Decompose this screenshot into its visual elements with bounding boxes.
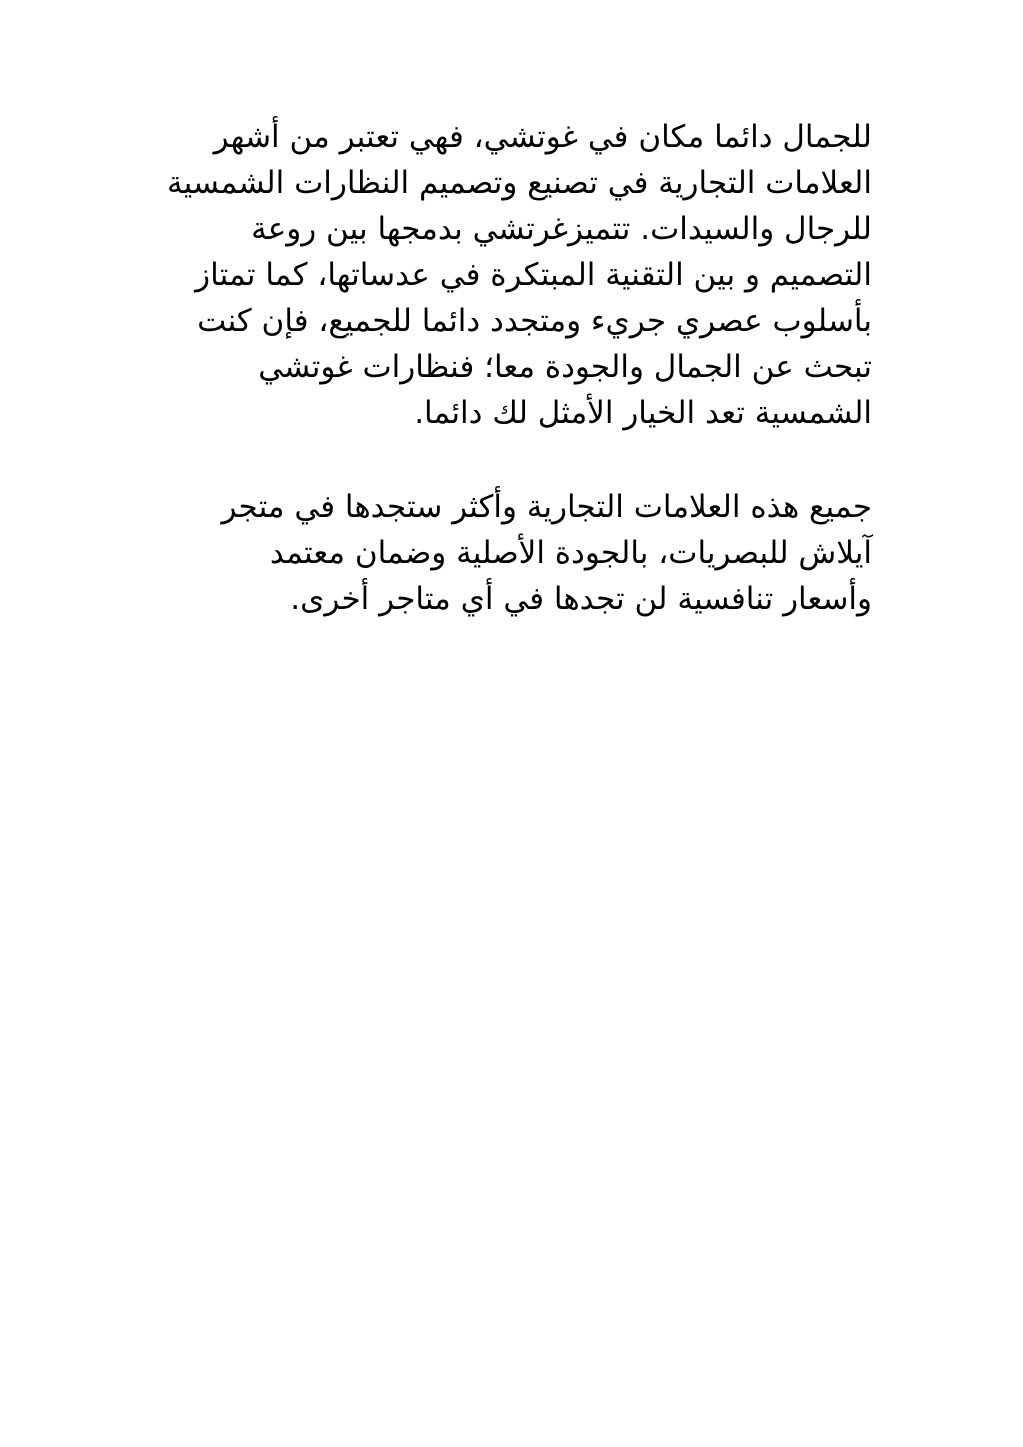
paragraph-gucci-intro <box>160 114 872 436</box>
paragraph-store-offer <box>160 484 872 622</box>
text-line: للرجال والسيدات. تتميزغرتشي بدمجها بين روعة <box>251 211 872 247</box>
text-line: بأسلوب عصري جريء ومتجدد دائما للجميع، فإن كنت <box>197 303 872 339</box>
text-line: الشمسية تعد الخيار الأمثل لك دائما. <box>414 395 872 431</box>
text-line: وأسعار تنافسية لن تجدها في أي متاجر أخرى. <box>290 581 872 617</box>
document-body <box>160 114 872 622</box>
text-line: جميع هذه العلامات التجارية وأكثر ستجدها في متجر <box>221 489 872 525</box>
text-line: تبحث عن الجمال والجودة معا؛ فنظارات غوتشي <box>258 349 872 385</box>
text-line: آيلاش للبصريات، بالجودة الأصلية وضمان معتمد <box>269 535 872 571</box>
text-line: التصميم و بين التقنية المبتكرة في عدساتها، كما تمتاز <box>195 257 872 293</box>
text-line: العلامات التجارية في تصنيع وتصميم النظارات الشمسية <box>166 165 872 201</box>
text-line: للجمال دائما مكان في غوتشي، فهي تعتبر من أشهر <box>213 119 872 155</box>
